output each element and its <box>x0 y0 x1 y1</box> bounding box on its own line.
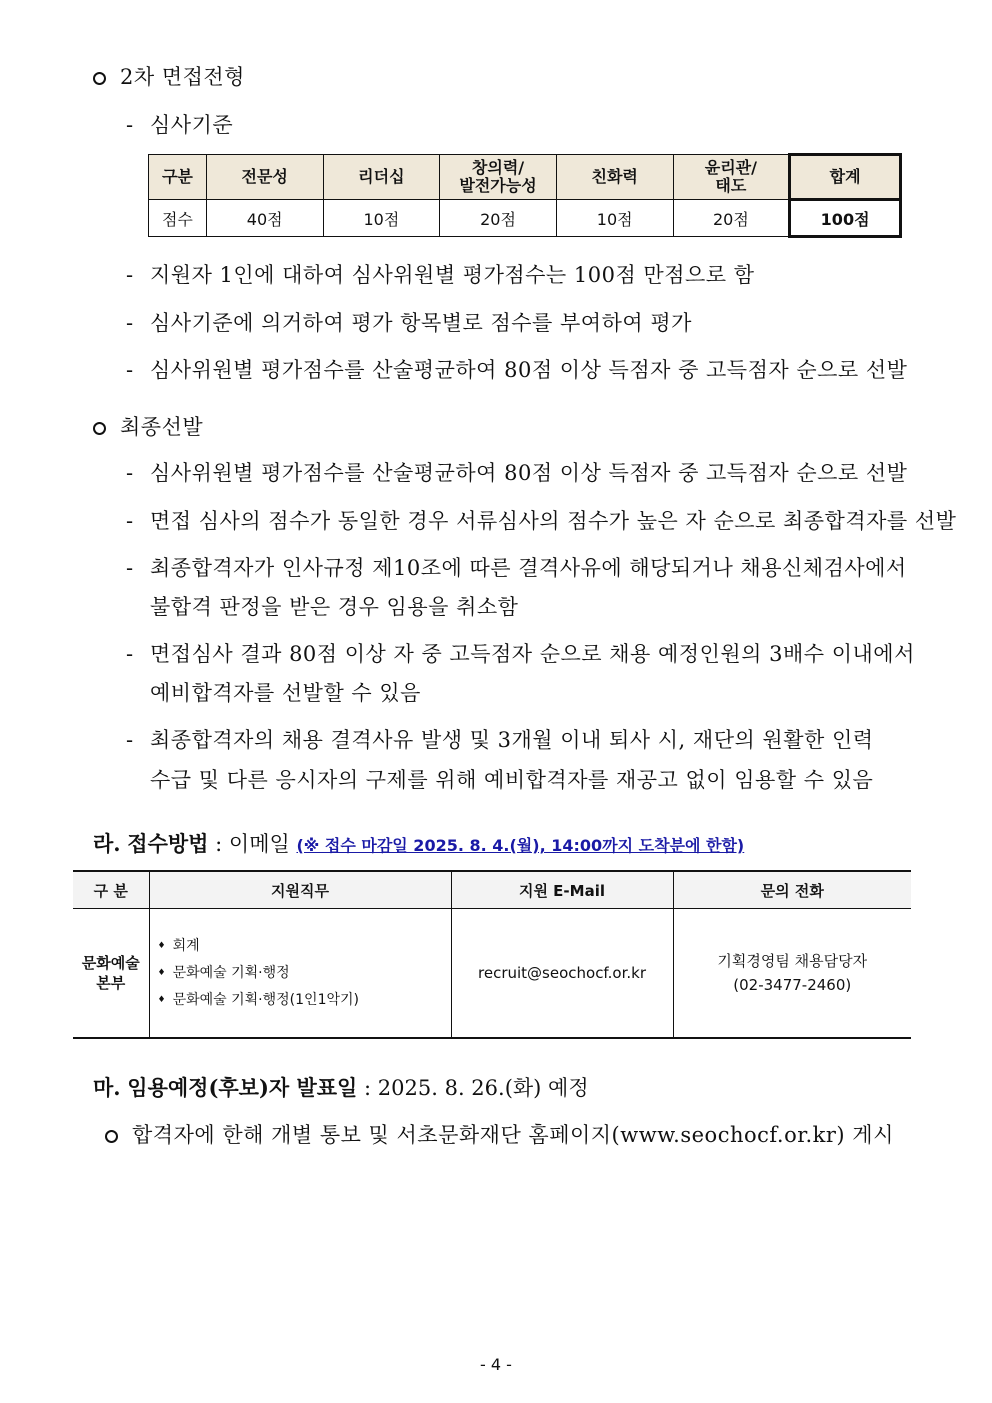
criteria-score-row <box>149 200 901 237</box>
announce-heading: 마. 임용예정(후보)자 발표일 : 2025. 8. 26.(화) 예정 <box>93 1075 589 1100</box>
header-creativity: 창의력/ 발전가능성 <box>440 155 557 200</box>
header-ethics: 윤리관/ 태도 <box>673 155 790 200</box>
score-leadership: 10점 <box>323 200 440 237</box>
apply-header-row <box>73 871 911 909</box>
apply-heading: 라. 접수방법 : 이메일 (※ 접수 마감일 2025. 8. 4.(월), 14:00까지 도착분에 한함) <box>93 831 745 856</box>
position-item: ♦ 회계 <box>158 933 451 960</box>
final-heading: 최종선발 <box>93 411 203 441</box>
final-note-4: - 면접심사 결과 80점 이상 자 중 고득점자 순으로 채용 예정인원의 3배수 이내에서 <box>126 642 915 666</box>
score-expertise: 40점 <box>206 200 323 237</box>
interview-note-3: - 심사위원별 평가점수를 산술평균하여 80점 이상 득점자 중 고득점자 순으로 선발 <box>126 358 908 382</box>
final-note-2: - 면접 심사의 점수가 동일한 경우 서류심사의 점수가 높은 자 순으로 최종합격자를 선발 <box>126 509 957 533</box>
score-ethics: 20점 <box>673 200 790 237</box>
final-note-5: - 최종합격자의 채용 결격사유 발생 및 3개월 이내 퇴사 시, 재단의 원활한 인력 <box>126 728 874 752</box>
interview-note-2: - 심사기준에 의거하여 평가 항목별로 점수를 부여하여 평가 <box>126 311 692 335</box>
apply-table <box>73 870 911 1039</box>
header-leadership: 리더십 <box>323 155 440 200</box>
final-note-3: - 최종합격자가 인사규정 제10조에 따른 결격사유에 해당되거나 채용신체검사에서 <box>126 556 907 580</box>
interview-heading: 2차 면접전형 <box>93 61 245 91</box>
position-item: ♦ 문화예술 기획·행정 <box>158 960 451 987</box>
final-note-1: - 심사위원별 평가점수를 산술평균하여 80점 이상 득점자 중 고득점자 순으로 선발 <box>126 461 908 485</box>
circle-bullet-icon <box>93 422 106 435</box>
interview-note-1: - 지원자 1인에 대하여 심사위원별 평가점수는 100점 만점으로 함 <box>126 263 755 287</box>
header-division: 구 분 <box>73 871 149 909</box>
deadline-note: (※ 접수 마감일 2025. 8. 4.(월), 14:00까지 도착분에 한함) <box>296 836 745 855</box>
announce-note: 합격자에 한해 개별 통보 및 서초문화재단 홈페이지(www.seochocf.or.kr) 게시 <box>105 1119 894 1149</box>
header-position: 지원직무 <box>149 871 451 909</box>
criteria-label: - 심사기준 <box>126 113 234 137</box>
score-total: 100점 <box>790 200 901 237</box>
apply-body-row <box>73 909 911 1039</box>
final-note-4-cont: 예비합격자를 선발할 수 있음 <box>150 681 421 705</box>
circle-bullet-icon <box>105 1130 118 1143</box>
circle-bullet-icon <box>93 72 106 85</box>
header-affinity: 친화력 <box>556 155 673 200</box>
criteria-table <box>148 153 902 238</box>
criteria-header-row <box>149 155 901 200</box>
page-number: - 4 - <box>480 1355 512 1374</box>
header-category: 구분 <box>149 155 207 200</box>
header-expertise: 전문성 <box>206 155 323 200</box>
positions-cell <box>149 909 451 1039</box>
score-creativity: 20점 <box>440 200 557 237</box>
division-cell: 문화예술 본부 <box>73 909 149 1039</box>
header-email: 지원 E-Mail <box>451 871 673 909</box>
contact-cell: 기획경영팀 채용담당자 (02-3477-2460) <box>673 909 911 1039</box>
header-contact: 문의 전화 <box>673 871 911 909</box>
position-item: ♦ 문화예술 기획·행정(1인1악기) <box>158 987 451 1014</box>
email-cell[interactable]: recruit@seochocf.or.kr <box>451 909 673 1039</box>
score-affinity: 10점 <box>556 200 673 237</box>
score-label: 점수 <box>149 200 207 237</box>
header-total: 합계 <box>790 155 901 200</box>
final-note-5-cont: 수급 및 다른 응시자의 구제를 위해 예비합격자를 재공고 없이 임용할 수 있음 <box>150 768 874 792</box>
final-note-3-cont: 불합격 판정을 받은 경우 임용을 취소함 <box>150 595 519 619</box>
